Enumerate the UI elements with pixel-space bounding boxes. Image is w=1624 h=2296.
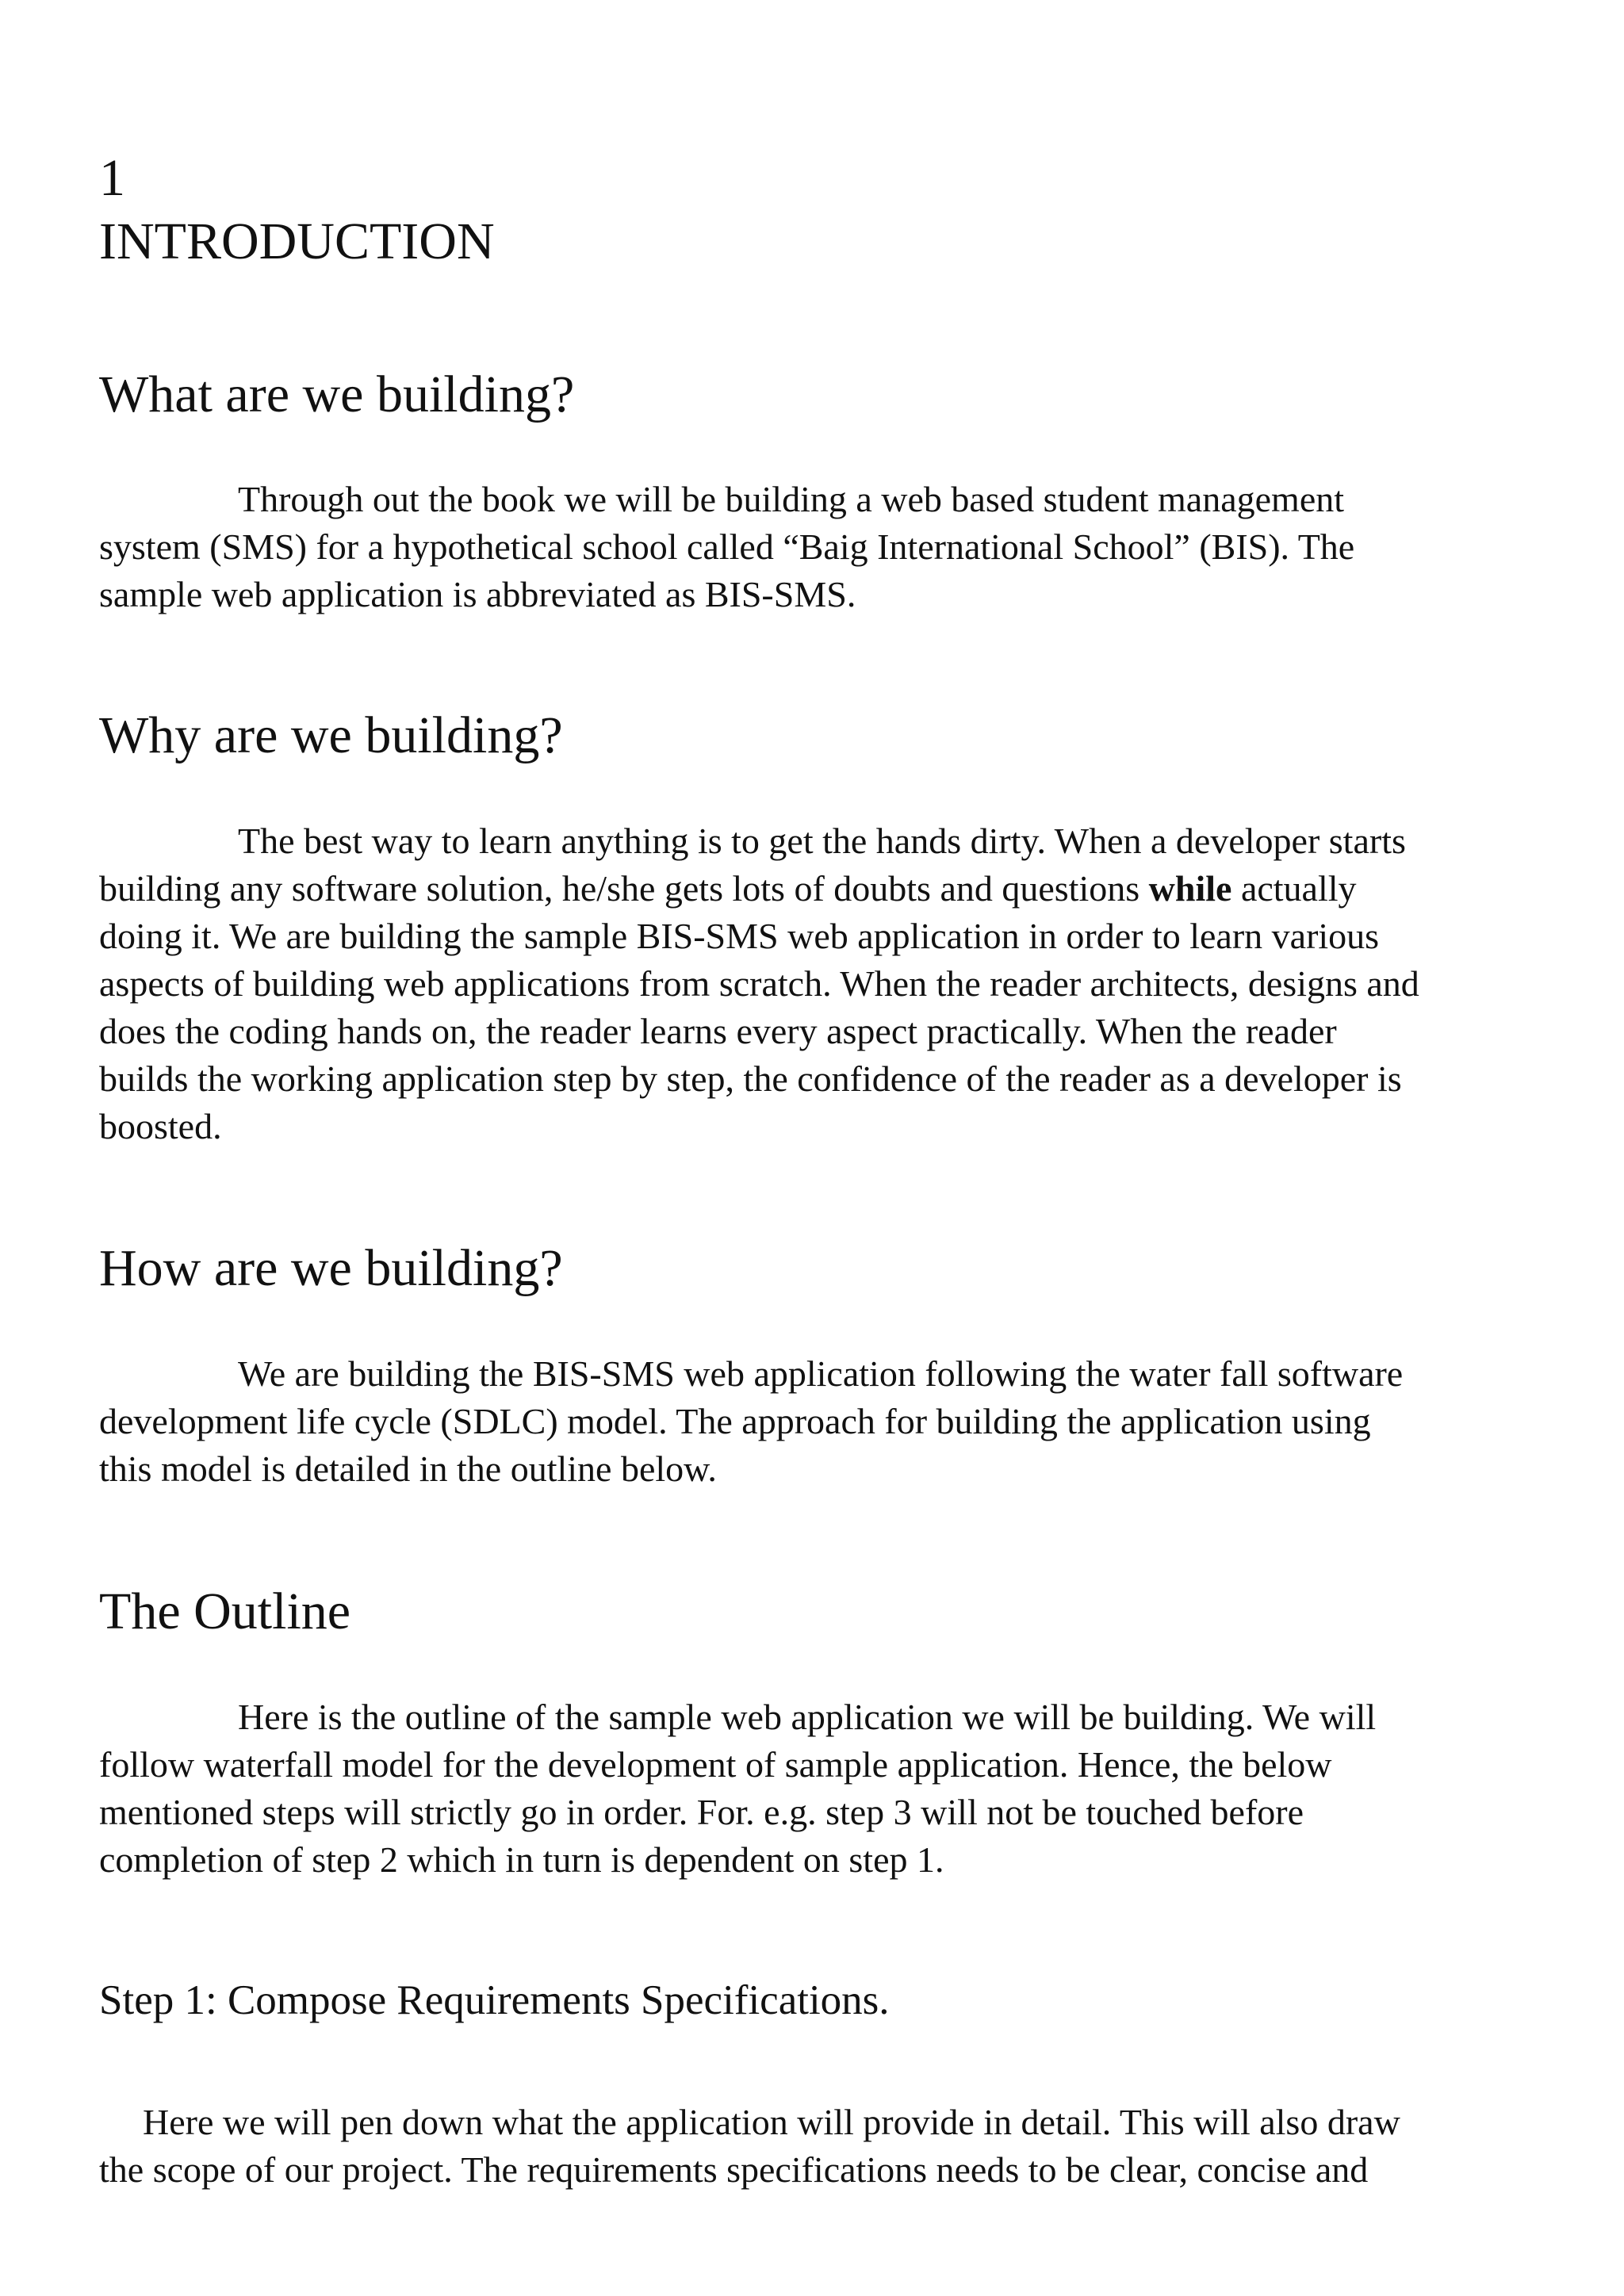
paragraph-line: doing it. We are building the sample BIS-SMS web application in order to learn various [99,916,1380,956]
paragraph-line: the scope of our project. The requirements specifications needs to be clear, concise and [99,2149,1369,2190]
section-heading-how: How are we building? [99,1239,563,1297]
paragraph-what [99,476,1542,618]
paragraph-line: Here is the outline of the sample web application we will be building. We will [238,1697,1377,1737]
paragraph-line: Here we will pen down what the application will provide in detail. This will also draw [143,2102,1400,2142]
paragraph-how [99,1350,1542,1493]
paragraph-line: system (SMS) for a hypothetical school called “Baig International School” (BIS). The [99,526,1355,567]
paragraph-text: actually [1231,868,1357,909]
paragraph-step-1 [99,2099,1542,2194]
paragraph-line: builds the working application step by step, the confidence of the reader as a developer is [99,1058,1402,1099]
chapter-title: INTRODUCTION [99,212,495,270]
paragraph-line: does the coding hands on, the reader learns every aspect practically. When the reader [99,1011,1337,1051]
section-heading-why: Why are we building? [99,706,563,764]
section-heading-outline: The Outline [99,1582,351,1640]
paragraph-line: this model is detailed in the outline below. [99,1448,717,1489]
step-heading: Step 1: Compose Requirements Specifications. [99,1977,890,2023]
paragraph-line: sample web application is abbreviated as BIS-SMS. [99,574,856,614]
paragraph-line [99,865,1542,913]
paragraph-line: mentioned steps will strictly go in order. For. e.g. step 3 will not be touched before [99,1792,1304,1832]
paragraph-why [99,817,1542,1150]
paragraph-line: aspects of building web applications from scratch. When the reader architects, designs and [99,963,1419,1004]
paragraph-line: completion of step 2 which in turn is dependent on step 1. [99,1839,944,1880]
section-heading-what: What are we building? [99,365,575,423]
paragraph-line: boosted. [99,1106,222,1146]
paragraph-text: building any software solution, he/she gets lots of doubts and questions [99,868,1149,909]
paragraph-line: follow waterfall model for the development of sample application. Hence, the below [99,1744,1332,1785]
chapter-number: 1 [99,149,125,207]
paragraph-outline [99,1693,1542,1884]
bold-word: while [1148,868,1232,909]
paragraph-line: Through out the book we will be building a web based student management [238,479,1345,519]
paragraph-line: The best way to learn anything is to get the hands dirty. When a developer starts [238,821,1406,861]
paragraph-line: development life cycle (SDLC) model. The approach for building the application using [99,1401,1371,1441]
paragraph-line: We are building the BIS-SMS web application following the water fall software [238,1353,1404,1394]
